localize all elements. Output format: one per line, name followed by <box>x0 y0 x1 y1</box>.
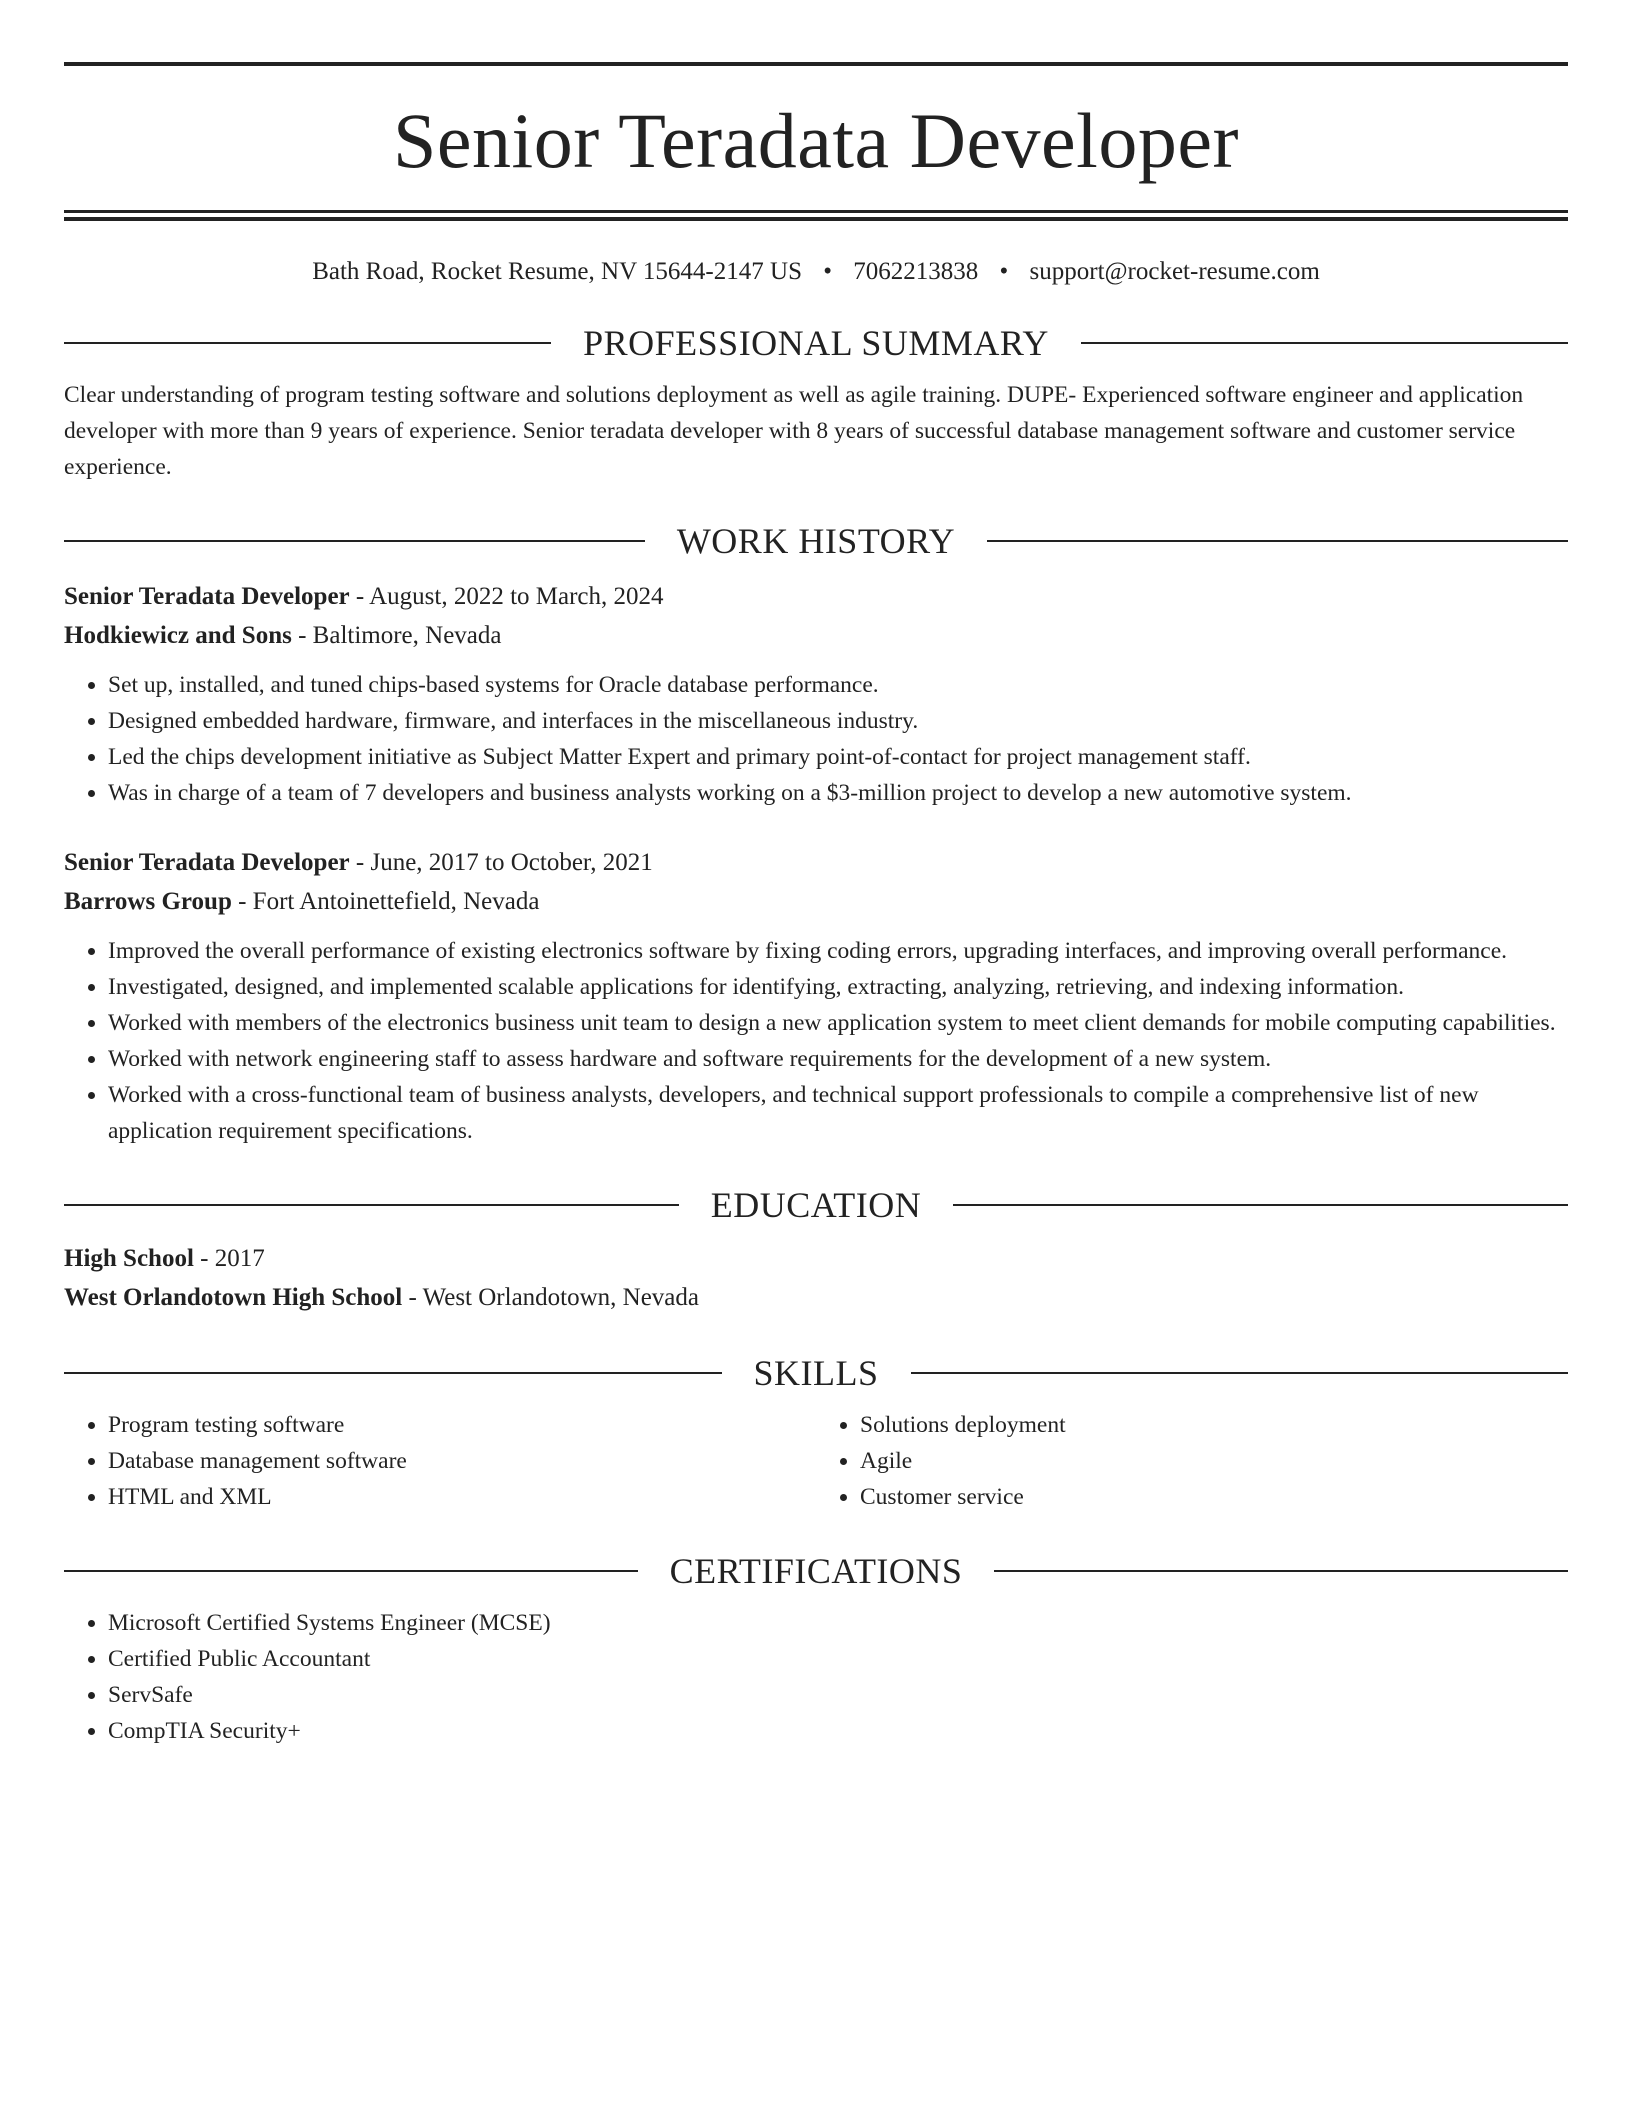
section-rule <box>1081 342 1568 344</box>
job-entry <box>64 577 1568 811</box>
skill-item: • Solutions deployment <box>860 1407 1568 1443</box>
education-entry <box>64 1239 1568 1317</box>
contact-line <box>64 257 1568 287</box>
job-bullet: • Worked with network engineering staff to assess hardware and software requirements for the development of a new system. <box>108 1041 1568 1077</box>
job-dates: - August, 2022 to March, 2024 <box>349 583 664 610</box>
section-rule <box>64 540 645 542</box>
section-rule <box>987 540 1568 542</box>
section-header-skills <box>64 1355 1568 1391</box>
job-role: Senior Teradata Developer <box>64 583 350 610</box>
job-bullet: • Worked with members of the electronics business unit team to design a new application system to meet client demands for mobile computing capabilities. <box>108 1005 1568 1041</box>
skill-item: • Customer service <box>860 1479 1568 1515</box>
section-title-skills: SKILLS <box>753 1353 879 1393</box>
job-bullet: • Led the chips development initiative as Subject Matter Expert and primary point-of-contact for project management staff. <box>108 739 1568 775</box>
skills-list-right <box>816 1407 1568 1515</box>
job-bullet: • Improved the overall performance of existing electronics software by fixing coding errors, upgrading interfaces, and improving overall performance. <box>108 933 1568 969</box>
job-location: - Fort Antoinettefield, Nevada <box>231 888 540 915</box>
resume-title: Senior Teradata Developer <box>393 97 1239 184</box>
contact-separator: • <box>823 258 832 285</box>
job-bullet: • Set up, installed, and tuned chips-based systems for Oracle database performance. <box>108 667 1568 703</box>
education-degree-line <box>64 1239 1568 1278</box>
education-school-line <box>64 1278 1568 1317</box>
section-rule <box>64 1372 722 1374</box>
job-bullet: • Was in charge of a team of 7 developers and business analysts working on a $3-million project to develop a new automotive system. <box>108 775 1568 811</box>
certifications-block <box>64 1605 1568 1749</box>
job-location: - Baltimore, Nevada <box>291 622 502 649</box>
job-bullet: • Worked with a cross-functional team of business analysts, developers, and technical support professionals to compile a comprehensive list of new application requirement specifications. <box>108 1077 1568 1149</box>
job-company-line <box>64 882 1568 921</box>
resume-page <box>64 0 1568 1749</box>
skill-item: • Database management software <box>108 1443 816 1479</box>
job-role-line <box>64 577 1568 616</box>
section-rule <box>911 1372 1569 1374</box>
summary-text: Clear understanding of program testing software and solutions deployment as well as agile training. DUPE- Experienced software engineer and application developer with more than 9 years of experience. Senior teradata developer with 8 years of successful database management software and customer service experience. <box>64 382 1524 480</box>
section-header-work <box>64 523 1568 559</box>
skill-item: • HTML and XML <box>108 1479 816 1515</box>
section-rule <box>64 1570 638 1572</box>
job-company: Hodkiewicz and Sons <box>64 622 292 649</box>
contact-email: support@rocket-resume.com <box>1029 258 1320 285</box>
contact-address: Bath Road, Rocket Resume, NV 15644-2147 US <box>312 258 802 285</box>
skill-item: • Program testing software <box>108 1407 816 1443</box>
section-title-certifications: CERTIFICATIONS <box>669 1551 963 1591</box>
job-dates: - June, 2017 to October, 2021 <box>349 849 653 876</box>
job-role: Senior Teradata Developer <box>64 849 350 876</box>
section-header-certifications <box>64 1553 1568 1589</box>
education-year: - 2017 <box>193 1245 265 1272</box>
job-company: Barrows Group <box>64 888 232 915</box>
education-school: West Orlandotown High School <box>64 1284 403 1311</box>
certification-item: • Certified Public Accountant <box>108 1641 1568 1677</box>
contact-phone: 7062213838 <box>853 258 979 285</box>
certification-item: • CompTIA Security+ <box>108 1713 1568 1749</box>
education-degree: High School <box>64 1245 194 1272</box>
certification-item: • Microsoft Certified Systems Engineer (MCSE) <box>108 1605 1568 1641</box>
section-rule <box>994 1570 1568 1572</box>
section-header-summary <box>64 325 1568 361</box>
job-bullet: • Designed embedded hardware, firmware, and interfaces in the miscellaneous industry. <box>108 703 1568 739</box>
section-title-summary: PROFESSIONAL SUMMARY <box>583 323 1049 363</box>
education-location: - West Orlandotown, Nevada <box>402 1284 700 1311</box>
job-bullets <box>64 667 1568 811</box>
title-double-rule <box>64 210 1568 221</box>
skills-list-left <box>64 1407 816 1515</box>
section-rule <box>953 1204 1568 1206</box>
top-rule <box>64 62 1568 66</box>
job-company-line <box>64 616 1568 655</box>
section-title-education: EDUCATION <box>710 1185 922 1225</box>
job-entry <box>64 843 1568 1149</box>
certification-item: • ServSafe <box>108 1677 1568 1713</box>
job-bullet: • Investigated, designed, and implemented scalable applications for identifying, extracting, analyzing, retrieving, and indexing information. <box>108 969 1568 1005</box>
section-rule <box>64 342 551 344</box>
job-bullets <box>64 933 1568 1149</box>
skill-item: • Agile <box>860 1443 1568 1479</box>
section-rule <box>64 1204 679 1206</box>
certifications-list <box>64 1605 1568 1749</box>
skills-columns <box>64 1407 1568 1515</box>
contact-separator: • <box>999 258 1009 285</box>
section-header-education <box>64 1187 1568 1223</box>
job-role-line <box>64 843 1568 882</box>
section-title-work: WORK HISTORY <box>676 521 956 561</box>
